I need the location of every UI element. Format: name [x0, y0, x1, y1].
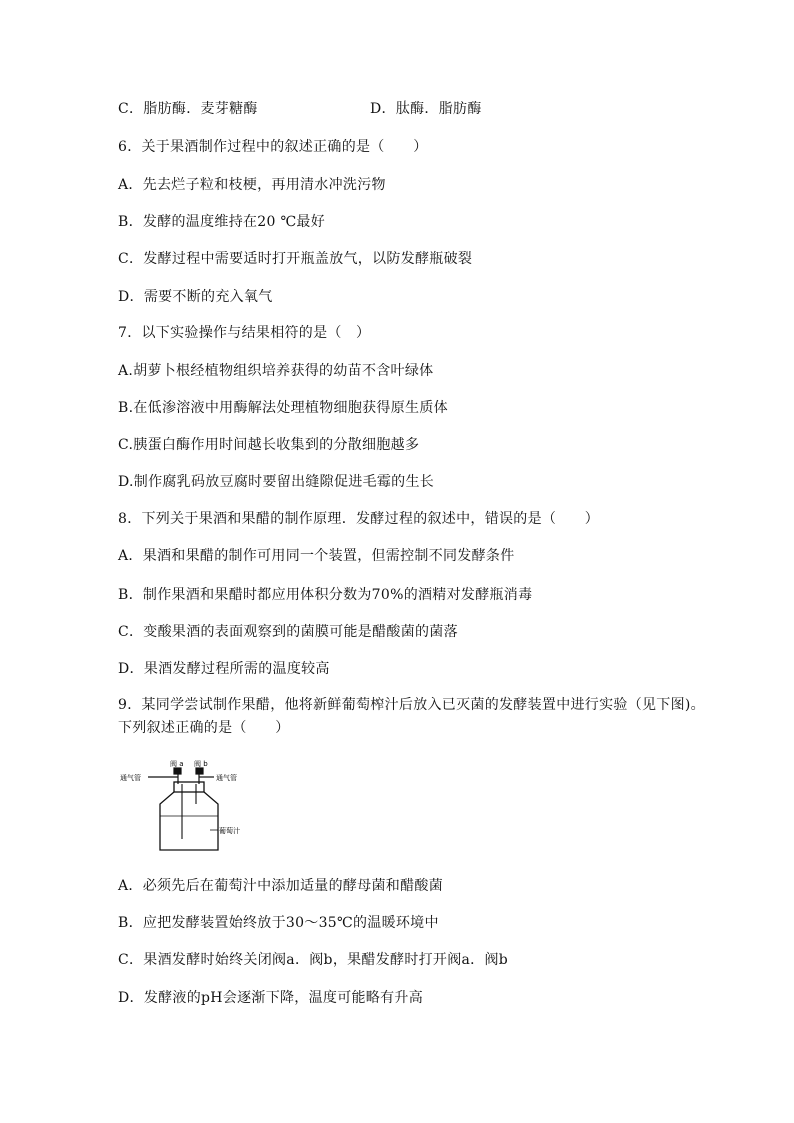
q6-option-b: B．发酵的温度维持在20 ℃最好: [118, 214, 326, 230]
q8-stem: 8．下列关于果酒和果醋的制作原理．发酵过程的叙述中，错误的是（ ）: [118, 511, 600, 527]
q6-option-c: C．发酵过程中需要适时打开瓶盖放气，以防发酵瓶破裂: [118, 251, 473, 267]
q5-option-c: C．脂肪酶．麦芽糖酶: [118, 101, 258, 117]
q9-option-c: C．果酒发酵时始终关闭阀a．阀b，果醋发酵时打开阀a．阀b: [118, 952, 509, 968]
q8-option-b: B．制作果酒和果醋时都应用体积分数为70%的酒精对发酵瓶消毒: [118, 587, 533, 603]
q6-stem: 6．关于果酒制作过程中的叙述正确的是（ ）: [118, 139, 428, 155]
q8-option-a: A．果酒和果醋的制作可用同一个装置，但需控制不同发酵条件: [118, 548, 515, 564]
q8-option-c: C．变酸果酒的表面观察到的菌膜可能是醋酸菌的菌落: [118, 624, 458, 640]
q6-option-d: D．需要不断的充入氧气: [118, 289, 273, 305]
q5-option-d: D．肽酶．脂肪酶: [370, 101, 482, 117]
right-tube-label: 通气管: [216, 774, 237, 782]
q8-option-d: D．果酒发酵过程所需的温度较高: [118, 661, 330, 677]
valve-a-label: 阀 a: [170, 760, 184, 768]
q7-option-c: C.胰蛋白酶作用时间越长收集到的分散细胞越多: [118, 437, 420, 453]
fermentation-apparatus-figure: [118, 754, 268, 854]
q9-stem: 9．某同学尝试制作果醋，他将新鲜葡萄榨汁后放入已灭菌的发酵装置中进行实验（见下图)。下列叙述正确的是（ ）: [118, 697, 705, 736]
q9-option-d: D．发酵液的pH会逐渐下降，温度可能略有升高: [118, 990, 423, 1006]
q7-option-d: D.制作腐乳码放豆腐时要留出缝隙促进毛霉的生长: [118, 474, 435, 490]
q9-option-b: B．应把发酵装置始终放于30～35℃的温暖环境中: [118, 915, 439, 931]
left-tube-label: 通气管: [120, 774, 141, 782]
q9-option-a: A．必须先后在葡萄汁中添加适量的酵母菌和醋酸菌: [118, 878, 444, 894]
q7-option-b: B.在低渗溶液中用酶解法处理植物细胞获得原生质体: [118, 400, 448, 416]
valve-b-label: 阀 b: [194, 760, 208, 768]
q6-option-a: A．先去烂子粒和枝梗，再用清水冲洗污物: [118, 177, 386, 193]
juice-label: 葡萄汁: [219, 827, 240, 835]
q7-stem: 7．以下实验操作与结果相符的是（ ）: [118, 325, 371, 341]
q7-option-a: A.胡萝卜根经植物组织培养获得的幼苗不含叶绿体: [118, 363, 434, 379]
